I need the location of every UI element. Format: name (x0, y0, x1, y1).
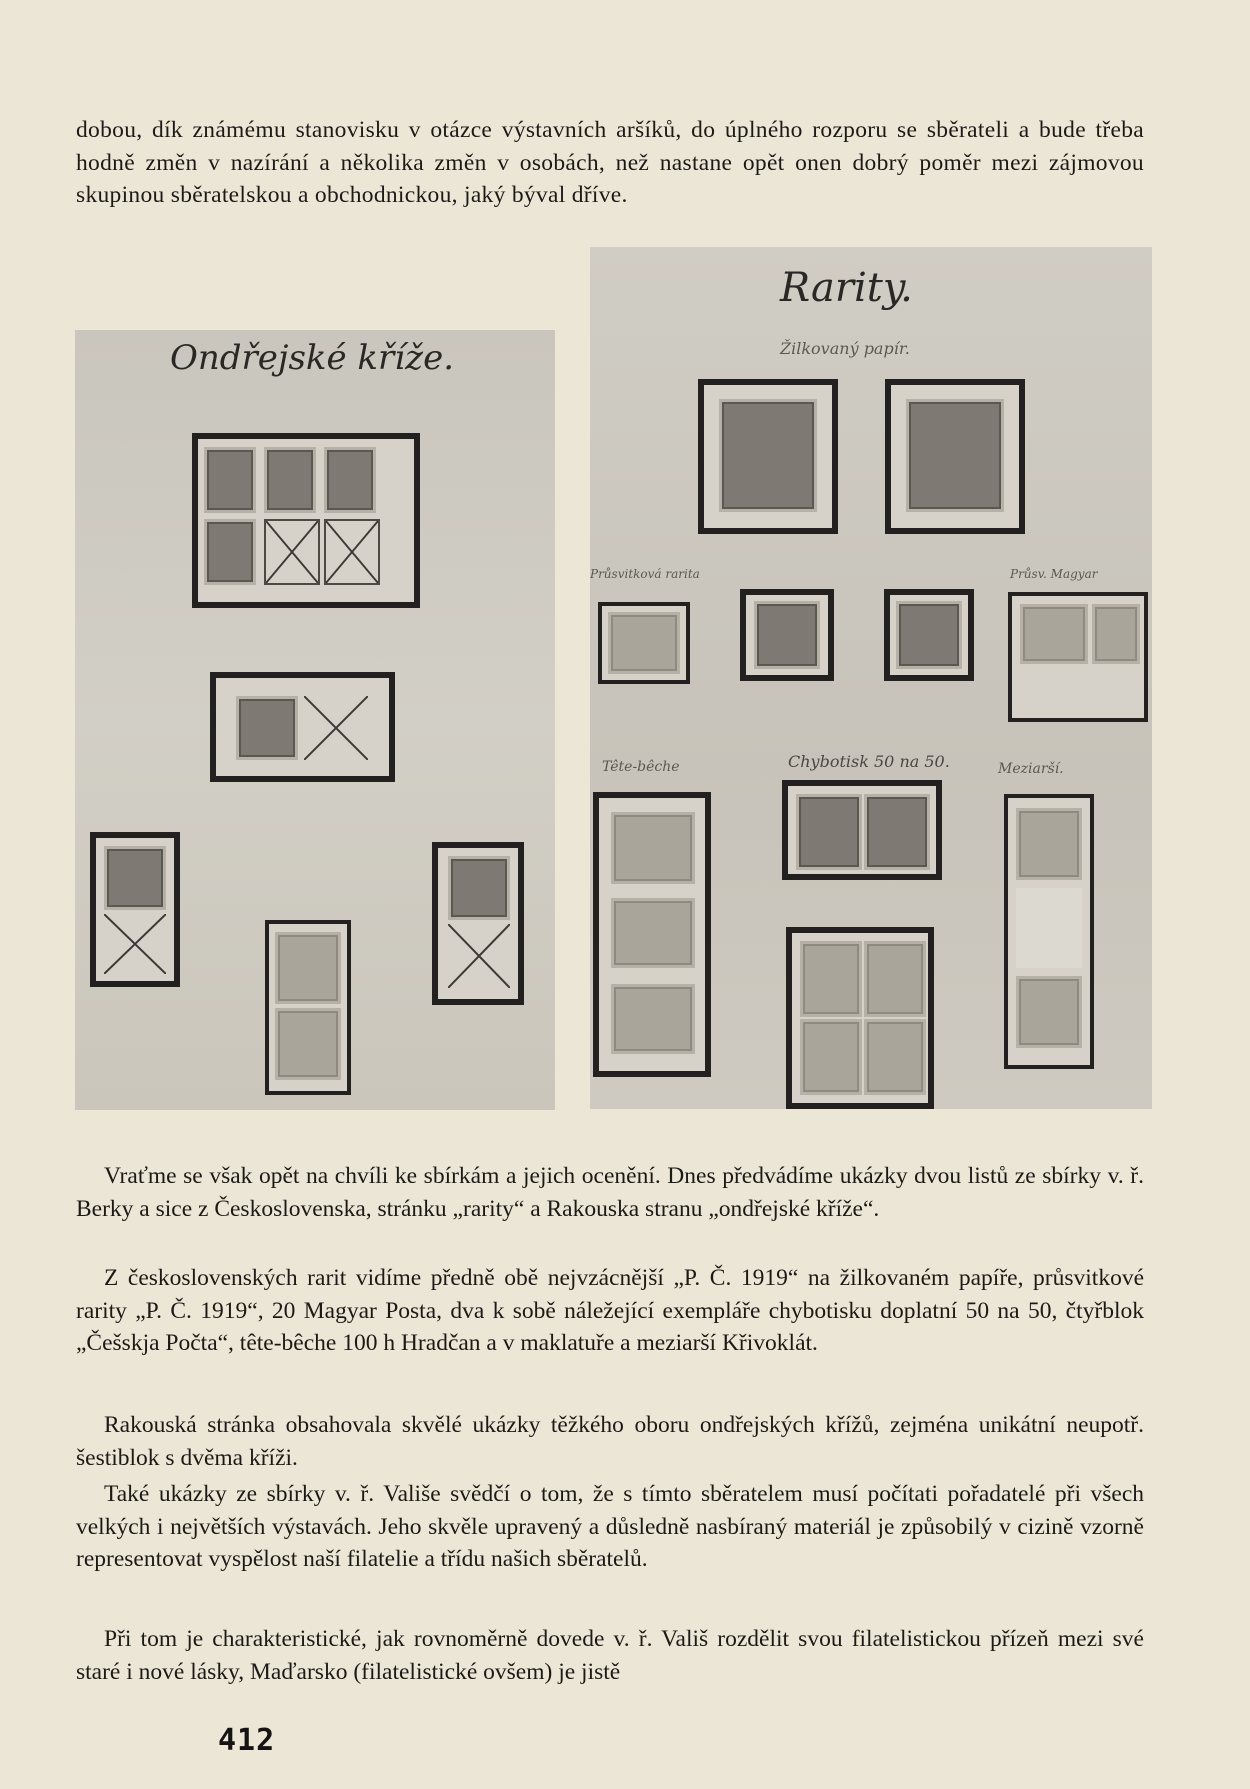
gutter (1016, 888, 1082, 968)
stamp (611, 898, 695, 968)
label-pruvsitkova-rarita: Průsvitková rarita (590, 567, 700, 581)
stamp (275, 932, 341, 1004)
cross-field (304, 696, 368, 760)
stamp (864, 794, 930, 870)
album-heading-ondrejske-krize: Ondřejské kříže. (170, 338, 455, 378)
stamp-vertical-pair-left (90, 832, 180, 987)
cross-field (104, 914, 166, 974)
paragraph-collections: Vraťme se však opět na chvíli ke sbírkám a jejich ocenění. Dnes předvádíme ukázky dvou listů ze sbírky v. ř. Berky a sice z Československa, stránku „rarity“ a Rakouska stranu „ondřejské kříže“. (76, 1163, 1144, 1222)
paragraph-czechoslovak-rarities: Z československých rarit vidíme předně obě nejvzácnější „P. Č. 1919“ na žilkovaném papíře, průsvitkové rarity „P. Č. 1919“, 20 Magyar Posta, dva k sobě náležející exempláře chybotisku doplatní 50 na 50, čtyřblok „Češskja Počta“, tête-bêche 100 h Hradčan a v maklatuře a meziarší Křivoklát. (76, 1265, 1144, 1357)
paragraph-austrian-page: Rakouská stránka obsahovala skvělé ukázky těžkého oboru ondřejských křížů, zejména unikátní neupotř. šestiblok s dvěma kříži. (76, 1412, 1144, 1471)
stamp (864, 941, 926, 1017)
stamp-pruvsitka-1 (598, 602, 690, 684)
stamp (324, 447, 376, 513)
stamp (906, 399, 1004, 512)
paragraph-intro: dobou, dík známému stanovisku v otázce výstavních aršíků, do úplného rozporu se sběrateli a bude třeba hodně změn v nazírání a několika změn v osobách, než nastane opět onen dobrý poměr mezi zájmovou skupinou sběratelskou a obchodnickou, jaký býval dříve. (76, 117, 1144, 209)
label-meziarsi: Meziarší. (998, 761, 1064, 777)
stamp-strip-tete-beche (593, 792, 711, 1077)
stamp (611, 812, 695, 884)
stamp (754, 601, 820, 669)
stamp (896, 601, 962, 669)
stamp-pruvsitka-2 (740, 589, 834, 681)
label-pruvsitka-magyar: Průsv. Magyar (1010, 567, 1098, 581)
album-page-photo-austria (75, 330, 555, 1110)
stamp (104, 846, 166, 910)
stamp (204, 519, 256, 585)
stamp-vertical-pair-right (432, 842, 524, 1005)
stamp (1092, 604, 1140, 664)
stamp-strip-meziarsi (1004, 794, 1094, 1069)
stamp (236, 696, 298, 760)
stamp (608, 612, 680, 674)
cross-field (324, 519, 380, 585)
page-number: 412 (218, 1723, 276, 1758)
album-page-photo-czechoslovakia (590, 247, 1152, 1109)
stamp (719, 399, 817, 512)
stamp-fourblock-cesskja-pocta (786, 927, 934, 1109)
stamp (1016, 976, 1082, 1048)
stamp (864, 1019, 926, 1095)
paragraph-characteristic: Při tom je charakteristické, jak rovnoměrně dovede v. ř. Vališ rozdělit svou filatelistickou přízeň mezi své staré i nové lásky, Maďarsko (filatelistické ovšem) je jistě (76, 1626, 1144, 1685)
stamp-pc-1919-left (698, 379, 838, 534)
stamp-pair-chybotisk (782, 780, 942, 880)
stamp-pair-with-cross (210, 672, 395, 782)
stamp (204, 447, 256, 513)
stamp (1016, 808, 1082, 880)
paragraph-valis-collection: Také ukázky ze sbírky v. ř. Vališe svědčí o tom, že s tímto sběratelem musí počítati pořadatelé při všech velkých i největších výstavách. Jeho skvěle upravený a důsledně nasbíraný materiál je způsobilý v cizině vzorně representovat vyspělost naší filatelie a třídu našich sběratelů. (76, 1481, 1144, 1573)
label-tete-beche: Tête-bêche (602, 759, 680, 775)
stamp (275, 1008, 341, 1080)
stamp (796, 794, 862, 870)
stamp (1020, 604, 1088, 664)
stamp-block-six-with-crosses (192, 433, 420, 608)
stamp (448, 856, 510, 920)
stamp-magyar-posta (1008, 592, 1148, 722)
stamp-pruvsitka-3 (884, 589, 974, 681)
stamp (611, 984, 695, 1054)
stamp (800, 941, 862, 1017)
label-chybotisk: Chybotisk 50 na 50. (788, 752, 950, 771)
stamp (800, 1019, 862, 1095)
stamp-vertical-pair-middle (265, 920, 351, 1095)
stamp-pc-1919-right (885, 379, 1025, 534)
stamp (264, 447, 316, 513)
album-heading-rarity: Rarity. (780, 265, 913, 311)
cross-field (264, 519, 320, 585)
cross-field (448, 924, 510, 988)
album-subheading-zilkovany-papir: Žilkovaný papír. (780, 339, 910, 358)
